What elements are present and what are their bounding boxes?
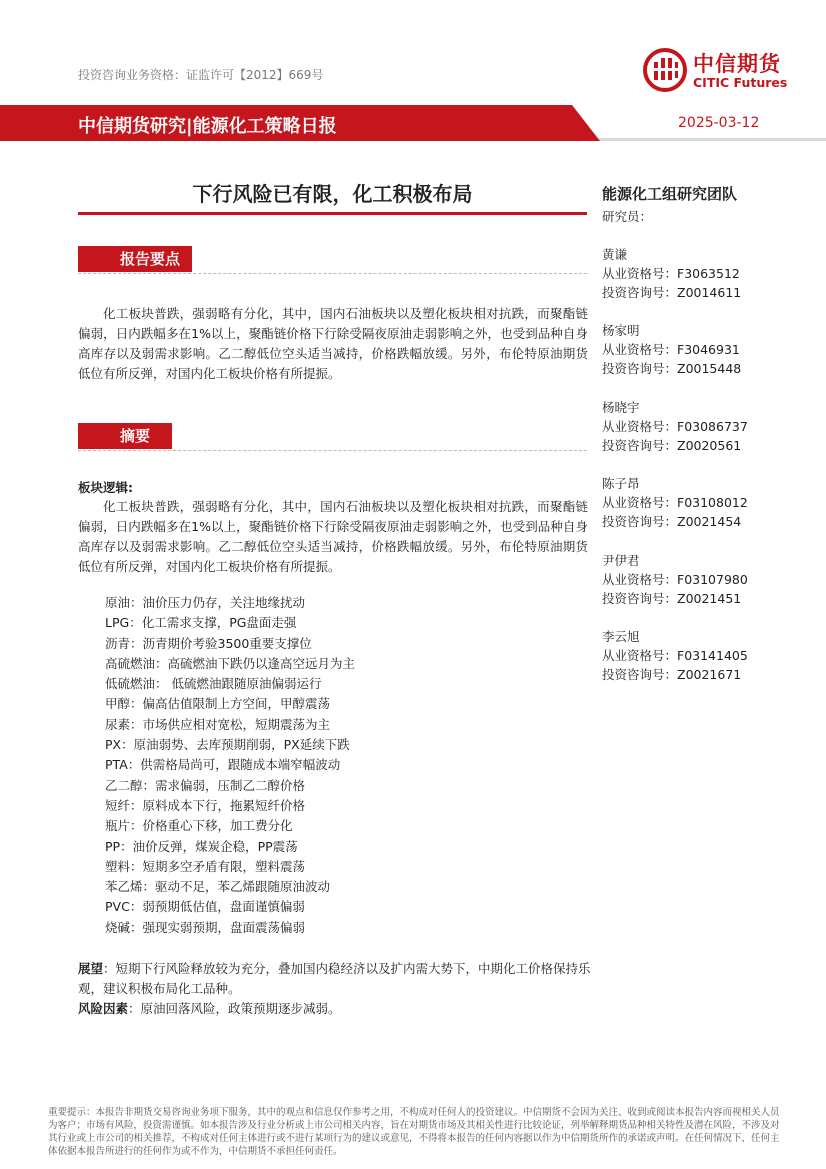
citic-futures-logo	[643, 44, 808, 96]
list-item: 塑料：短期多空矛盾有限，塑料震荡	[105, 858, 306, 874]
report-banner	[0, 105, 826, 141]
banner-title: 中信期货研究|能源化工策略日报	[78, 116, 337, 137]
analyst-consult-number: 投资咨询号：Z0021451	[602, 591, 742, 606]
list-item: PVC：弱预期低估值，盘面谨慎偏弱	[105, 899, 305, 915]
section-divider	[78, 450, 587, 452]
analyst-name: 尹伊君	[602, 553, 640, 568]
report-title: 下行风险已有限，化工积极布局	[192, 182, 473, 206]
list-item: 原油：油价压力仍存，关注地缘扰动	[105, 595, 306, 610]
analyst-consult-number: 投资咨询号：Z0020561	[602, 438, 742, 453]
logo-chinese-name: 中信期货	[693, 52, 781, 76]
list-item: 苯乙烯：驱动不足，苯乙烯跟随原油波动	[105, 879, 331, 895]
outlook-paragraph	[78, 959, 593, 999]
logo-english-name: CITIC Futures	[693, 75, 788, 90]
analyst-card	[602, 627, 748, 684]
analyst-qualification: 从业资格号：F03107980	[602, 572, 748, 587]
team-subtitle: 研究员：	[602, 209, 653, 224]
outlook-label: 展望	[78, 961, 104, 976]
list-item: PTA：供需格局尚可，跟随成本端窄幅波动	[105, 757, 341, 773]
list-item: 乙二醇：需求偏弱，压制乙二醇价格	[105, 777, 306, 793]
analyst-consult-number: 投资咨询号：Z0015448	[602, 361, 742, 376]
list-item: 沥青：沥青期价考验3500重要支撑位	[105, 635, 312, 651]
analyst-name: 李云旭	[602, 629, 640, 644]
list-item: 甲醇：偏高估值限制上方空间，甲醇震荡	[105, 696, 331, 712]
section-divider	[78, 273, 587, 275]
citic-logo-icon	[643, 48, 687, 92]
analyst-name: 杨家明	[602, 323, 640, 338]
list-item: 低硫燃油： 低硫燃油跟随原油偏弱运行	[105, 676, 322, 692]
analyst-qualification: 从业资格号：F3063512	[602, 266, 740, 281]
risk-paragraph	[78, 999, 593, 1019]
title-rule	[78, 212, 587, 215]
analyst-qualification: 从业资格号：F03108012	[602, 495, 748, 510]
product-outlook-list	[105, 593, 355, 938]
list-item: 烧碱：强现实弱预期，盘面震荡偏弱	[105, 919, 306, 935]
logic-label: 板块逻辑:	[78, 480, 133, 495]
list-item: LPG：化工需求支撑，PG盘面走强	[105, 615, 297, 631]
analyst-qualification: 从业资格号：F03141405	[602, 648, 748, 663]
analyst-card	[602, 551, 748, 608]
analyst-name: 陈子昂	[602, 476, 640, 491]
list-item: 瓶片：价格重心下移，加工费分化	[105, 818, 293, 834]
risk-text: ：原油回落风险，政策预期逐步减弱。	[128, 1001, 341, 1016]
analyst-qualification: 从业资格号：F03086737	[602, 419, 748, 434]
highlights-paragraph	[78, 304, 588, 384]
outlook-text: ：短期下行风险释放较为充分，叠加国内稳经济以及扩内需大势下，中期化工价格保持乐观，建议积极布局化工品种。	[78, 961, 591, 996]
disclaimer-text: 重要提示：本报告非期货交易咨询业务项下服务，其中的观点和信息仅作参考之用，不构成对任何人的投资建议。中信期货不会因为关注、收到或阅读本报告内容而视相关人员为客户；市场有风险，投资需谨慎。如本报告涉及行业分析或上市公司相关内容，旨在对期货市场及其相关性进行比较论证，列举解释期货品种相关特性及潜在风险，不涉及对其行业或上市公司的相关推荐，不构成对任何主体进行或不进行某项行为的建议或意见，不得将本报告的任何内容据以作为中信期货所作的承诺或声明。在任何情况下，任何主体依据本报告所进行的任何作为或不作为，中信期货不承担任何责任。	[48, 1107, 780, 1157]
summary-heading: 摘要	[78, 423, 172, 449]
list-item: 高硫燃油：高硫燃油下跌仍以逢高空远月为主	[105, 655, 356, 671]
highlights-heading: 报告要点	[78, 246, 192, 272]
risk-label: 风险因素	[78, 1001, 129, 1016]
analyst-name: 黄谦	[602, 247, 628, 262]
analyst-card	[602, 245, 741, 302]
list-item: PP：油价反弹，煤炭企稳，PP震荡	[105, 838, 298, 854]
list-item: PX：原油弱势、去库预期削弱，PX延续下跌	[105, 737, 350, 753]
logic-paragraph	[78, 497, 588, 577]
analyst-consult-number: 投资咨询号：Z0021671	[602, 667, 742, 682]
license-text: 投资咨询业务资格：证监许可【2012】669号	[78, 68, 324, 82]
team-title: 能源化工组研究团队	[602, 185, 738, 203]
summary-section-header	[78, 423, 587, 453]
highlights-text: 化工板块普跌，强弱略有分化，其中，国内石油板块以及塑化板块相对抗跌，而聚酯链偏弱，日内跌幅多在1%以上，聚酯链价格下行除受隔夜原油走弱影响之外，也受到品种自身高库存以及弱需求影响。乙二醇低位空头适当减持，价格跌幅放缓。另外，布伦特原油期货低位有所反弹，对国内化工板块价格有所提振。	[78, 306, 588, 381]
analyst-name: 杨晓宇	[602, 400, 640, 415]
analyst-card	[602, 474, 748, 531]
list-item: 短纤：原料成本下行，拖累短纤价格	[105, 797, 306, 813]
report-date: 2025-03-12	[678, 115, 760, 131]
analyst-consult-number: 投资咨询号：Z0014611	[602, 285, 742, 300]
logic-text: 化工板块普跌，强弱略有分化，其中，国内石油板块以及塑化板块相对抗跌，而聚酯链偏弱，日内跌幅多在1%以上，聚酯链价格下行除受隔夜原油走弱影响之外，也受到品种自身高库存以及弱需求影响。乙二醇低位空头适当减持，价格跌幅放缓。另外，布伦特原油期货低位有所反弹，对国内化工板块价格有所提振。	[78, 499, 588, 574]
analyst-qualification: 从业资格号：F3046931	[602, 342, 740, 357]
analyst-card	[602, 321, 741, 378]
highlights-section-header	[78, 246, 587, 276]
analyst-consult-number: 投资咨询号：Z0021454	[602, 514, 742, 529]
analyst-card	[602, 398, 748, 455]
list-item: 尿素：市场供应相对宽松，短期震荡为主	[105, 716, 331, 732]
